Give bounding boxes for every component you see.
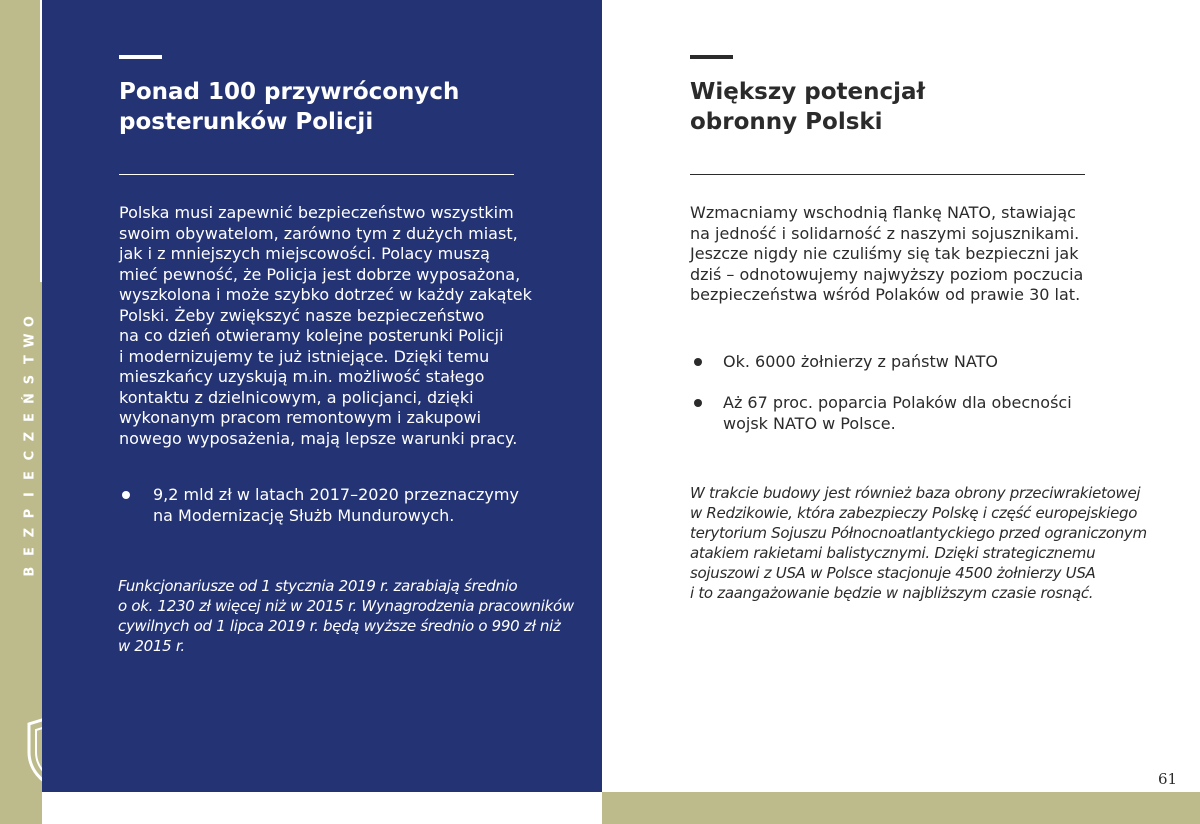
bullet-line: Aż 67 proc. poparcia Polaków dla obecności	[723, 393, 1072, 412]
note-line: atakiem rakietami balistycznymi. Dzięki strategicznemu	[690, 544, 1096, 562]
body-line: dziś – odnotowujemy najwyższy poziom poczucia	[690, 264, 1084, 284]
note-line: w Redzikowie, która zabezpieczy Polskę i część europejskiego	[690, 504, 1138, 522]
section-label-letter: C	[22, 451, 38, 461]
bullet-text	[723, 352, 1103, 373]
left-body-text	[119, 203, 532, 449]
section-label-letter: Ń	[22, 392, 38, 404]
bottom-band	[602, 792, 1200, 824]
bullet-dot-icon	[694, 358, 702, 366]
body-line: nowego wyposażenia, mają lepsze warunki pracy.	[119, 428, 518, 448]
left-title: Ponad 100 przywróconych posterunków Policji	[119, 79, 460, 135]
note-line: o ok. 1230 zł więcej niż w 2015 r. Wynagrodzenia pracowników	[118, 597, 574, 615]
bullet-dot-icon	[122, 491, 130, 499]
bullet-line: Ok. 6000 żołnierzy z państw NATO	[723, 352, 998, 371]
section-label-letter: O	[22, 316, 38, 328]
left-panel	[42, 0, 602, 792]
accent-bar	[119, 55, 162, 59]
bullet-line: 9,2 mld zł w latach 2017–2020 przeznaczymy	[153, 485, 519, 504]
right-bullet	[694, 352, 1114, 373]
right-note	[690, 483, 1147, 603]
title-rule	[119, 174, 514, 175]
note-line: w 2015 r.	[118, 637, 185, 655]
left-bullet	[122, 485, 542, 527]
body-line: Wzmacniamy wschodnią flankę NATO, stawiając	[690, 203, 1076, 222]
body-line: wyszkolona i może szybko dotrzeć w każdy zakątek	[119, 285, 532, 304]
bullet-line: na Modernizację Służb Mundurowych.	[153, 505, 455, 525]
title-rule	[690, 174, 1085, 175]
accent-bar	[690, 55, 733, 59]
section-label-letter: T	[22, 355, 38, 365]
bullet-text	[723, 393, 1103, 434]
section-label-letter: Z	[22, 528, 38, 538]
note-line: cywilnych od 1 lipca 2019 r. będą wyższe średnio o 990 zł niż	[118, 617, 561, 635]
body-line: mieć pewność, że Policja jest dobrze wyposażona,	[119, 264, 521, 284]
note-line: W trakcie budowy jest również baza obrony przeciwrakietowej	[690, 484, 1141, 502]
left-note	[118, 576, 574, 656]
body-line: Polski. Żeby zwiększyć nasze bezpieczeństwo	[119, 305, 485, 325]
body-line: na co dzień otwieramy kolejne posterunki Policji	[119, 326, 504, 345]
right-title: Większy potencjał obronny Polski	[690, 79, 926, 135]
section-label-letter: E	[22, 413, 38, 423]
section-label-letter: E	[22, 547, 38, 557]
note-line: sojuszowi z USA w Polsce stacjonuje 4500 żołnierzy USA	[690, 564, 1096, 582]
body-line: Jeszcze nigdy nie czuliśmy się tak bezpieczni jak	[690, 244, 1079, 263]
body-line: kontaktu z dzielnicowym, a policjanci, dzięki	[119, 387, 474, 407]
body-line: wykonanym pracom remontowym i zakupowi	[119, 408, 482, 427]
body-line: na jedność i solidarność z naszymi sojusznikami.	[690, 223, 1080, 243]
section-label-letter: S	[22, 374, 38, 384]
section-label-letter: E	[22, 470, 38, 480]
right-body-text	[690, 203, 1083, 306]
body-line: swoim obywatelom, zarówno tym z dużych miast,	[119, 223, 518, 243]
bullet-line: wojsk NATO w Polsce.	[723, 413, 896, 433]
body-line: jak i z mniejszych miejscowości. Polacy muszą	[119, 244, 490, 263]
body-line: i modernizujemy te już istniejące. Dzięki temu	[119, 346, 490, 366]
note-line: i to zaangażowanie będzie w najbliższym czasie rosnąć.	[690, 584, 1094, 602]
body-line: bezpieczeństwa wśród Polaków od prawie 30 lat.	[690, 285, 1081, 304]
bullet-text	[153, 485, 533, 526]
page-number: 61	[1158, 770, 1178, 788]
body-line: mieszkańcy uzyskują m.in. możliwość stałego	[119, 367, 485, 386]
section-label-letter: W	[22, 333, 38, 348]
body-line: Polska musi zapewnić bezpieczeństwo wszystkim	[119, 203, 514, 222]
section-label-letter: I	[22, 492, 38, 497]
note-line: Funkcjonariusze od 1 stycznia 2019 r. zarabiają średnio	[118, 577, 518, 595]
bullet-dot-icon	[694, 399, 702, 407]
section-label-letter: B	[22, 566, 38, 577]
right-bullet	[694, 393, 1114, 435]
section-label-letter: P	[22, 508, 38, 519]
note-line: terytorium Sojuszu Północnoatlantyckiego przed ograniczonym	[690, 524, 1147, 542]
section-label-letter: Z	[22, 432, 38, 442]
